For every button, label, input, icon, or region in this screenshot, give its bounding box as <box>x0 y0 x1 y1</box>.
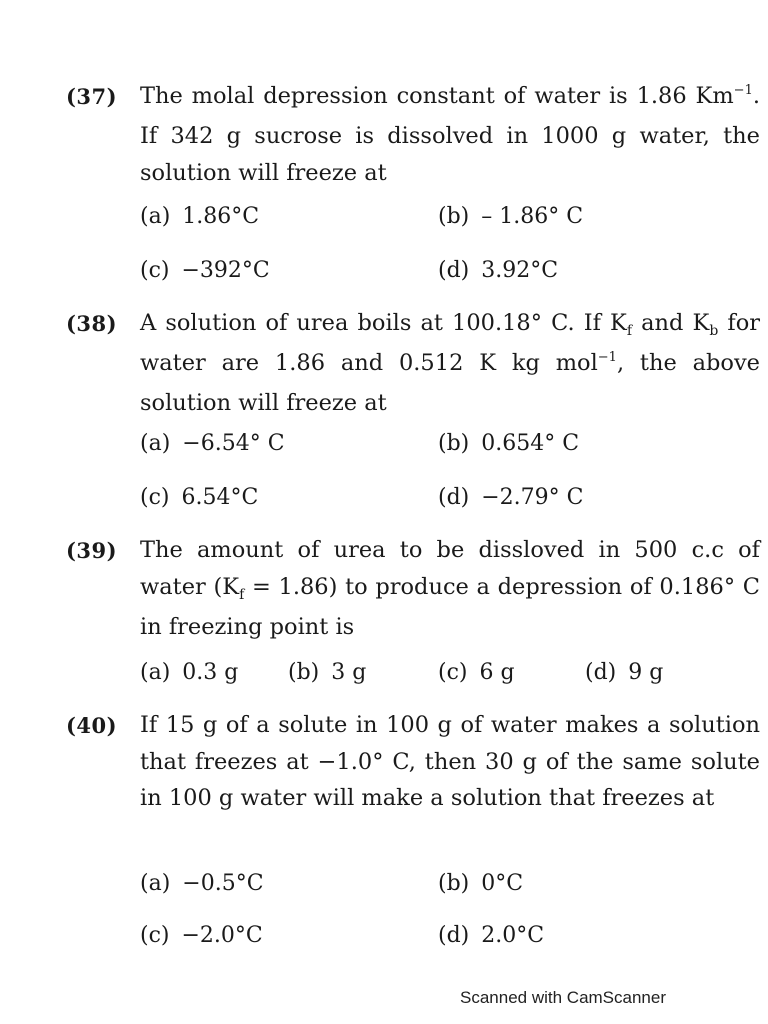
superscript: −1 <box>733 83 753 98</box>
question-text <box>140 305 760 422</box>
subscript: f <box>626 323 633 339</box>
option-label: (b) <box>438 871 470 896</box>
option-b[interactable] <box>438 204 583 229</box>
subscript: f <box>239 587 245 603</box>
question-number: (40) <box>66 713 118 738</box>
option-label: (b) <box>438 431 470 456</box>
question-39 <box>66 532 761 685</box>
option-d[interactable] <box>438 258 558 283</box>
option-text: 0.654° C <box>481 431 580 456</box>
option-a[interactable] <box>140 431 285 456</box>
option-c[interactable] <box>140 485 258 510</box>
question-text-part: . If 342 g sucrose is dissolved in 1000 g water, the solution will freeze at <box>140 83 760 186</box>
question-text-part: = 1.86) to produce a depression of 0.186° C in freezing point is <box>140 574 761 640</box>
question-text-part: The amount of urea to be dissloved in 500 c.c of water (K <box>140 537 760 600</box>
option-text: −2.79° C <box>481 485 584 510</box>
option-label: (b) <box>438 204 470 229</box>
option-text: 6 g <box>479 660 515 685</box>
question-number: (37) <box>66 84 118 109</box>
option-a[interactable] <box>140 660 238 685</box>
option-c[interactable] <box>140 923 263 948</box>
option-d[interactable] <box>585 660 663 685</box>
option-text: −2.0°C <box>181 923 263 948</box>
option-label: (b) <box>288 660 320 685</box>
option-text: −392°C <box>181 258 270 283</box>
question-number: (38) <box>66 311 118 336</box>
option-label: (c) <box>140 258 170 283</box>
option-a[interactable] <box>140 204 259 229</box>
option-b[interactable] <box>438 871 523 896</box>
option-d[interactable] <box>438 485 584 510</box>
question-37 <box>66 78 760 283</box>
option-text: 1.86°C <box>182 204 260 229</box>
question-text <box>140 532 760 646</box>
option-b[interactable] <box>438 431 579 456</box>
option-text: −6.54° C <box>182 431 285 456</box>
question-text-part: A solution of urea boils at 100.18° C. If K <box>140 310 627 336</box>
option-label: (a) <box>140 204 171 229</box>
option-label: (d) <box>438 923 470 948</box>
option-text: 6.54°C <box>181 485 259 510</box>
option-a[interactable] <box>140 871 264 896</box>
option-text: 3.92°C <box>481 258 559 283</box>
option-text: 0°C <box>481 871 524 896</box>
superscript: −1 <box>597 350 617 365</box>
option-b[interactable] <box>288 660 366 685</box>
option-label: (a) <box>140 431 171 456</box>
subscript: b <box>709 323 719 339</box>
question-40 <box>66 707 760 948</box>
question-text-part: , the above solution will freeze at <box>140 350 760 416</box>
option-d[interactable] <box>438 923 544 948</box>
question-text <box>140 78 760 192</box>
option-label: (c) <box>140 923 170 948</box>
option-text: −0.5°C <box>182 871 264 896</box>
question-text-part: for water are 1.86 and 0.512 K kg mol <box>140 310 760 376</box>
option-c[interactable] <box>438 660 515 685</box>
option-text: – 1.86° C <box>481 204 584 229</box>
option-label: (d) <box>438 258 470 283</box>
option-text: 0.3 g <box>182 660 239 685</box>
camscanner-watermark: Scanned with CamScanner <box>460 988 667 1007</box>
option-text: 3 g <box>331 660 367 685</box>
question-text-part: and K <box>632 310 710 336</box>
option-text: 9 g <box>628 660 664 685</box>
question-38 <box>66 305 760 510</box>
option-label: (a) <box>140 871 171 896</box>
option-label: (a) <box>140 660 171 685</box>
question-text: If 15 g of a solute in 100 g of water makes a solution that freezes at −1.0° C, then 30 g of the same solute in 100 g water will make a solution that freezes at <box>140 712 760 811</box>
option-label: (d) <box>438 485 470 510</box>
option-label: (c) <box>438 660 468 685</box>
option-label: (d) <box>585 660 617 685</box>
question-number: (39) <box>66 538 118 563</box>
question-text-part: The molal depression constant of water is 1.86 Km <box>140 83 734 109</box>
option-c[interactable] <box>140 258 270 283</box>
option-text: 2.0°C <box>481 923 545 948</box>
option-label: (c) <box>140 485 170 510</box>
